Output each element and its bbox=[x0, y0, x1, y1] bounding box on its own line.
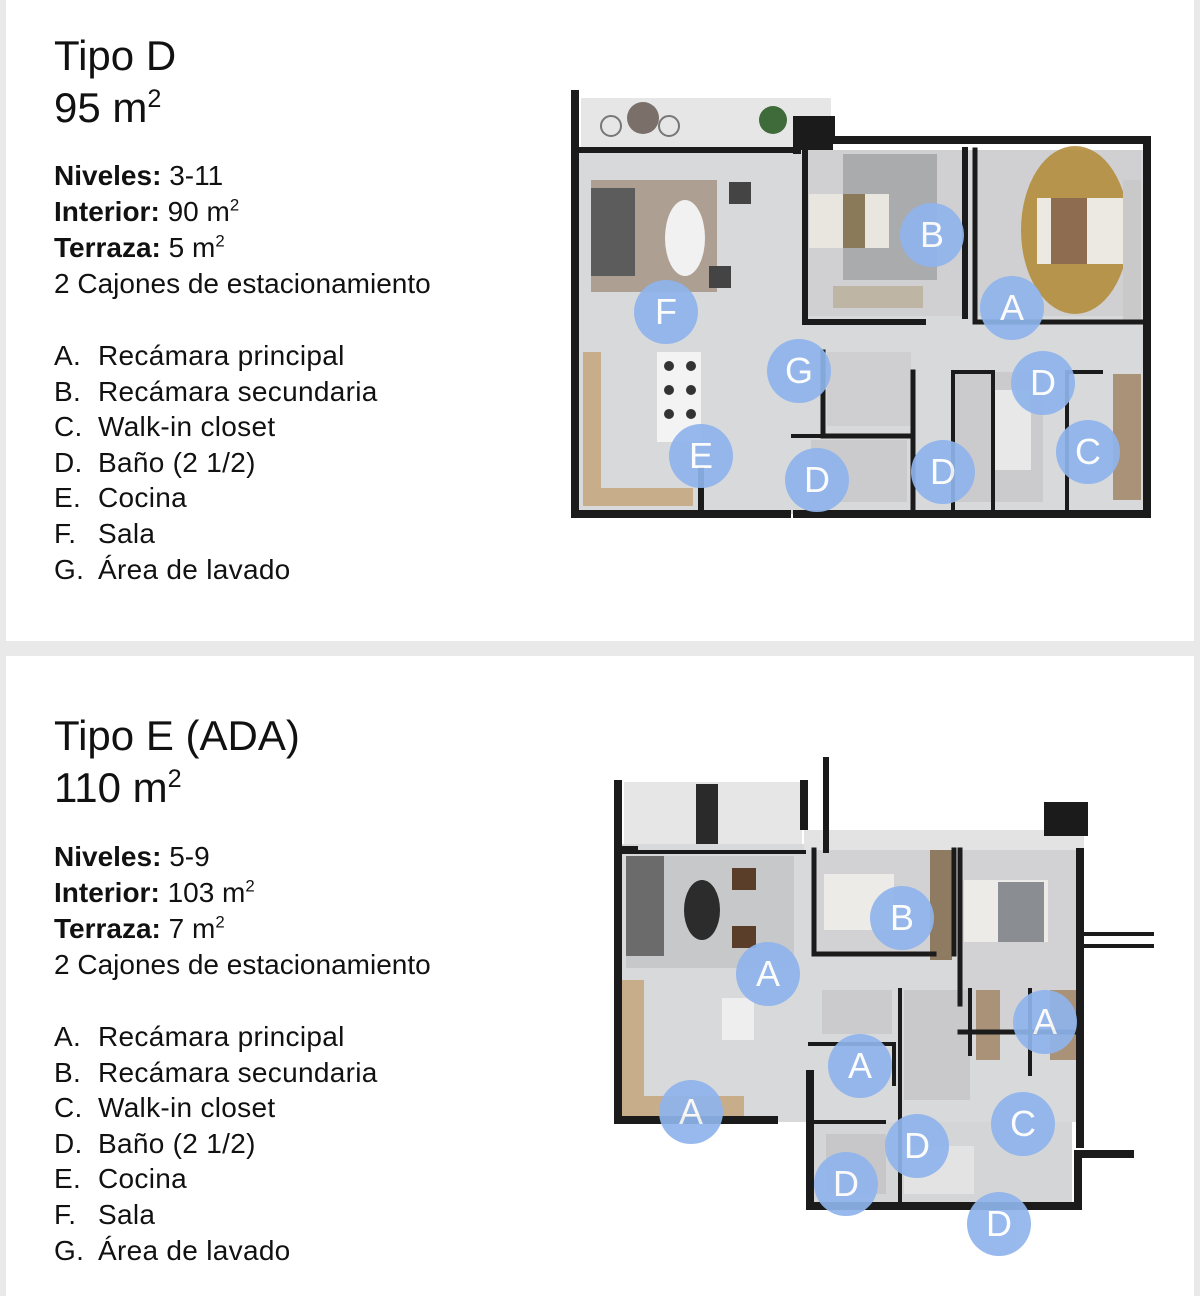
legend-item: D. Baño (2 1/2) bbox=[54, 446, 256, 478]
legend-item: C. Walk-in closet bbox=[54, 411, 276, 443]
room-marker: D bbox=[967, 1192, 1031, 1256]
unit-title: Tipo D bbox=[54, 32, 177, 79]
legend-item: C. Walk-in closet bbox=[54, 1092, 276, 1124]
room-marker: A bbox=[980, 276, 1044, 340]
legend-item: E. Cocina bbox=[54, 1163, 187, 1195]
spec-interior: Interior: 90 $m^2$ bbox=[54, 195, 240, 227]
legend-item: B. Recámara secundaria bbox=[54, 1056, 378, 1088]
room-legend bbox=[54, 1019, 378, 1268]
legend-item: E. Cocina bbox=[54, 482, 187, 514]
legend-item: A. Recámara principal bbox=[54, 1021, 345, 1052]
unit-title: Tipo E (ADA) bbox=[54, 712, 300, 759]
legend-item: F. Sala bbox=[54, 1198, 156, 1230]
unit-area: 95 $m^2$ bbox=[54, 84, 162, 131]
spec-niveles: Niveles: 3-11 bbox=[54, 160, 224, 191]
room-marker: D bbox=[1011, 351, 1075, 415]
spec-parking: 2 Cajones de estacionamiento bbox=[54, 949, 431, 980]
room-legend bbox=[54, 338, 378, 587]
room-marker: C bbox=[1056, 420, 1120, 484]
room-marker: B bbox=[870, 886, 934, 950]
spec-terraza: Terraza: 5 $m^2$ bbox=[54, 231, 225, 263]
room-marker: D bbox=[785, 448, 849, 512]
room-marker: C bbox=[991, 1092, 1055, 1156]
spec-parking: 2 Cajones de estacionamiento bbox=[54, 268, 431, 299]
legend-item: G. Área de lavado bbox=[54, 553, 291, 585]
floor-plan-drawing bbox=[604, 754, 1154, 1214]
legend-item: A. Recámara principal bbox=[54, 340, 345, 371]
floor-plan-tipo-d bbox=[561, 90, 1161, 520]
unit-card-tipo-d bbox=[6, 0, 1194, 641]
room-marker: B bbox=[900, 203, 964, 267]
legend-item: D. Baño (2 1/2) bbox=[54, 1127, 256, 1159]
room-marker: D bbox=[814, 1152, 878, 1216]
legend-item: F. Sala bbox=[54, 517, 156, 549]
room-marker: E bbox=[669, 424, 733, 488]
spec-terraza: Terraza: 7 $m^2$ bbox=[54, 912, 225, 944]
floor-plan-tipo-e bbox=[604, 754, 1154, 1244]
legend-item: G. Área de lavado bbox=[54, 1234, 291, 1266]
unit-card-tipo-e bbox=[6, 656, 1194, 1296]
spec-interior: Interior: 103 $m^2$ bbox=[54, 876, 255, 908]
room-marker: A bbox=[828, 1034, 892, 1098]
unit-area: 110 $m^2$ bbox=[54, 764, 182, 811]
room-marker: G bbox=[767, 339, 831, 403]
spec-niveles: Niveles: 5-9 bbox=[54, 841, 210, 872]
legend-item: B. Recámara secundaria bbox=[54, 375, 378, 407]
room-marker: A bbox=[659, 1080, 723, 1144]
room-marker: A bbox=[1013, 990, 1077, 1054]
room-marker: D bbox=[885, 1114, 949, 1178]
room-marker: D bbox=[911, 440, 975, 504]
room-marker: A bbox=[736, 942, 800, 1006]
room-marker: F bbox=[634, 280, 698, 344]
